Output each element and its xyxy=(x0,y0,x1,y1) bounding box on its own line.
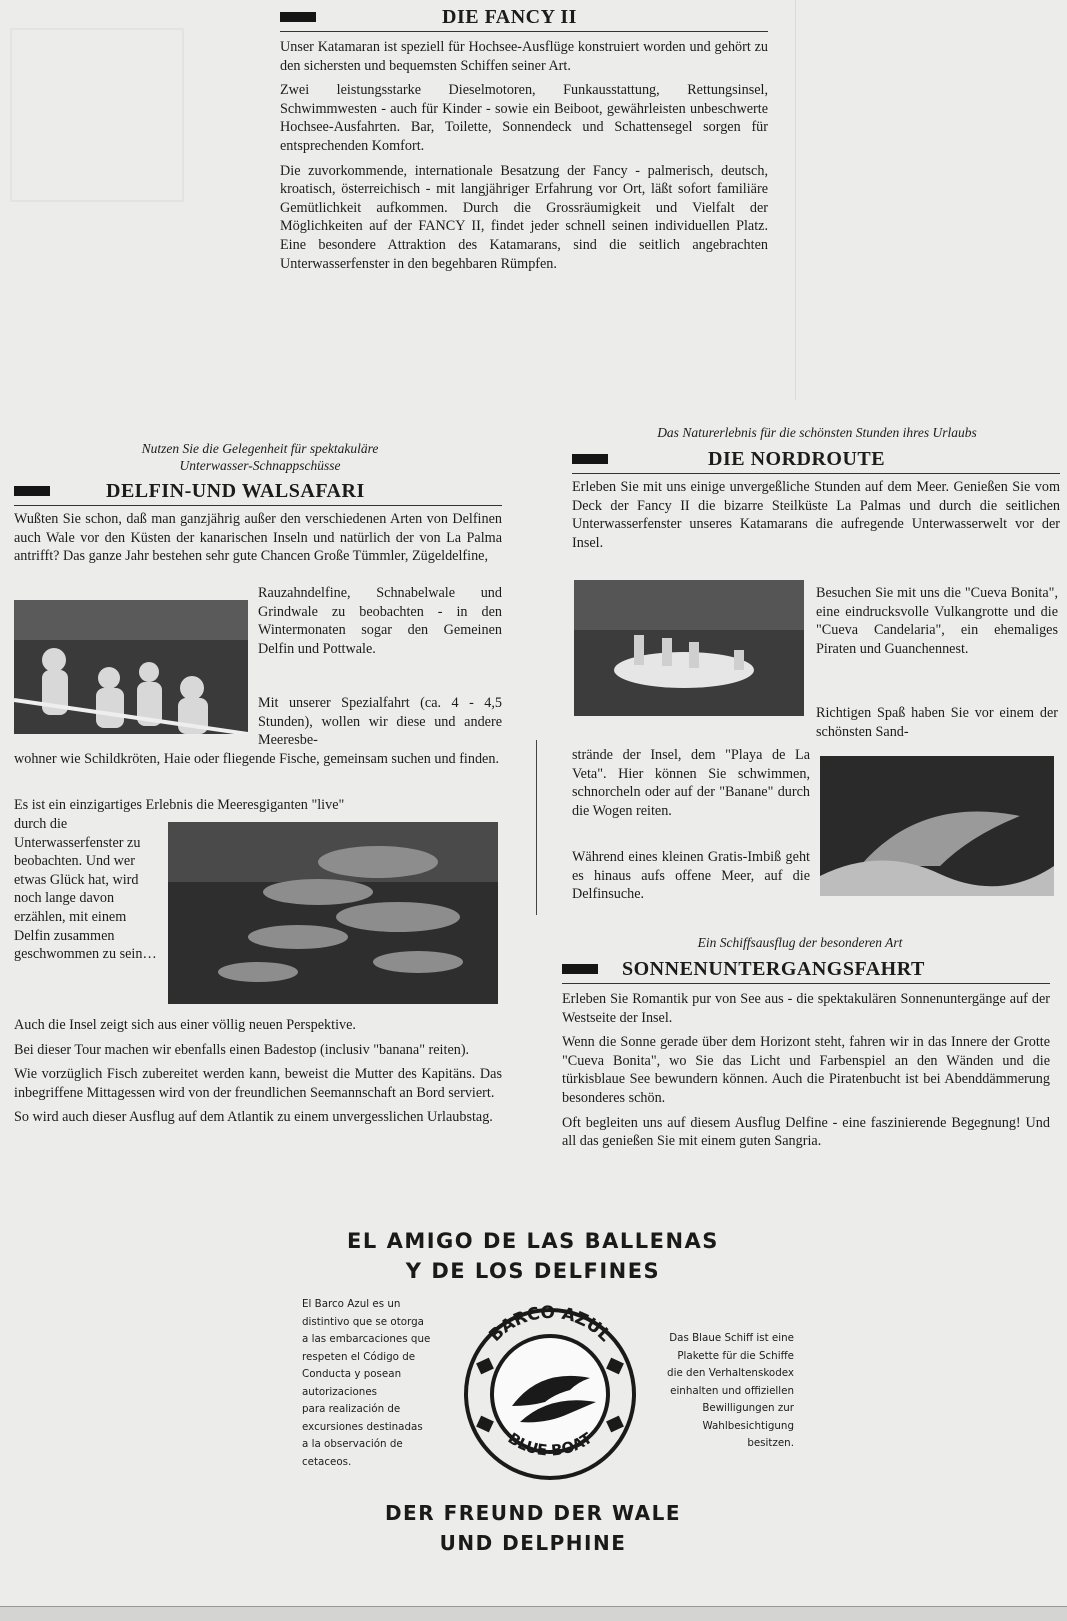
page-bottom-edge xyxy=(0,1606,1067,1621)
delfin-paragraph-3a: Es ist ein einzigartiges Erlebnis die Meeresgiganten "live" xyxy=(14,797,345,813)
heading-bar xyxy=(280,12,316,22)
people-on-boat-image xyxy=(14,600,248,734)
heading-bar xyxy=(562,964,598,974)
badge-text-german: Das Blaue Schiff ist eine Plakette für die Schiffe die den Verhaltenskodex einhalten und offiziellen Bewilligungen zur Wahlbesichtigung besitzen. xyxy=(667,1332,794,1449)
delfin-paragraph-1b: Rauzahndelfine, Schnabelwale und Grindwale zu beobachten - in den Wintermonaten sogar den Gemeinen Delfin und Pottwale. xyxy=(258,585,502,657)
badge-heading xyxy=(233,1226,833,1286)
sunset-text xyxy=(562,990,1050,1157)
fancy-paragraph-2: Zwei leistungsstarke Dieselmotoren, Funkausstattung, Rettungsinsel, Schwimmwesten - auch für Kinder - sowie ein Beiboot, gewährleisten unbeschwerte Hochsee-Ausfahrten. Bar, Toilette, Sonnendeck und Schattensegel sorgen für entsprechenden Komfort. xyxy=(280,82,768,154)
banana-ride-image xyxy=(574,580,804,716)
fancy-heading xyxy=(280,6,768,32)
fancy-paragraph-3: Die zuvorkommende, internationale Besatzung der Fancy - palmerisch, deutsch, kroatisch, österreichisch - mit langjähriger Erfahrung vor Ort, läßt sofort familiäre Gemütlichkeit aufkommen. Durch die Grossräumigkeit und Vielfalt der Möglichkeiten auf der FANCY II, findet jeder schnell seinen individuellen Platz. Eine besondere Attraktion des Katamarans, sind die seitlich angebrachten Unterwasserfenster in den begehbaren Rümpfen. xyxy=(280,162,768,272)
badge-text-spanish: El Barco Azul es un distintivo que se otorga a las embarcaciones que respeten el Código de Conducta y posean autorizaciones para realización de excursiones destinadas a la observación de cetaceos. xyxy=(302,1298,431,1468)
nord-paragraph-1: Erleben Sie mit uns einige unvergeßliche Stunden auf dem Meer. Genießen Sie vom Deck der Fancy II die bizarre Steilküste La Palmas und durch die seitlichen Unterwasserfenster unseres Katamarans die aufregende Unterwasserwelt vor der Insel. xyxy=(572,479,1060,551)
nord-paragraph-3: Richtigen Spaß haben Sie vor einem der schönsten Sand- xyxy=(816,705,1058,740)
delfin-paragraph-4: Auch die Insel zeigt sich aus einer völlig neuen Perspektive. xyxy=(14,1017,356,1033)
dolphin-splash-image xyxy=(820,756,1054,896)
dolphin-watchers-photo xyxy=(14,600,248,734)
nord-paragraph-4: Während eines kleinen Gratis-Imbiß geht es hinaus aufs offene Meer, auf die Delfinsuche. xyxy=(572,849,810,903)
logo-ring-top-text: BARCO AZUL xyxy=(485,1302,615,1346)
badge-footer-line-2: UND DELPHINE xyxy=(439,1531,627,1555)
delfin-paragraph-3b: durch die Unterwasserfenster zu beobachten. Und wer etwas Glück hat, wird noch lange davon erzählen, mit einem Delfin zusammen geschwommen zu sein… xyxy=(14,816,157,963)
sunset-title: SONNENUNTERGANGSFAHRT xyxy=(622,958,925,980)
delfin-text-bottom xyxy=(14,1016,502,1133)
badge-title-line-2: Y DE LOS DELFINES xyxy=(405,1259,661,1283)
fancy-text xyxy=(280,38,768,279)
sunset-paragraph-3: Oft begleiten uns auf diesem Ausflug Delfine - eine faszinierende Begegnung! Und all das genießen Sie mit einem guten Sangria. xyxy=(562,1114,1050,1150)
sunset-kicker: Ein Schiffsausflug der besonderen Art xyxy=(697,935,903,950)
banana-boat-photo xyxy=(574,580,804,716)
delfin-paragraph-1: Wußten Sie schon, daß man ganzjährig außer den verschiedenen Arten von Delfinen auch Wale vor den Küsten der kanarischen Inseln und natürlich der von La Palma antrifft? Das ganze Jahr bestehen sehr gute Chancen Große Tümmler, Zügeldelfine, xyxy=(14,511,502,565)
nord-heading xyxy=(572,448,1060,474)
delfin-title: DELFIN-UND WALSAFARI xyxy=(106,480,365,502)
dolphin-pod-photo xyxy=(168,822,498,1004)
nord-paragraph-3b: strände der Insel, dem "Playa de La Veta". Hier können Sie schwimmen, schnorcheln oder auf der "Banane" durch die Wogen reiten. xyxy=(572,747,810,819)
underwater-dolphins-image xyxy=(168,822,498,1004)
heading-bar xyxy=(572,454,608,464)
logo-ring-bottom-text: BLUE BOAT xyxy=(504,1429,596,1460)
sunset-heading xyxy=(562,958,1050,984)
badge-title-line-1: EL AMIGO DE LAS BALLENAS xyxy=(347,1229,719,1253)
badge-footer xyxy=(233,1498,833,1558)
bleed-through-rule xyxy=(795,0,796,400)
delfin-paragraph-5: Bei dieser Tour machen wir ebenfalls einen Badestop (inclusiv "banana" reiten). xyxy=(14,1041,470,1058)
delfin-paragraph-2a: Mit unserer Spezialfahrt (ca. 4 - 4,5 Stunden), wollen wir diese und andere Meeresbe- xyxy=(258,695,502,749)
delfin-heading xyxy=(14,480,502,506)
jumping-dolphin-photo xyxy=(820,756,1054,896)
badge-footer-line-1: DER FREUND DER WALE xyxy=(384,1501,682,1525)
nord-kicker: Das Naturerlebnis für die schönsten Stunden ihres Urlaubs xyxy=(657,425,977,440)
sunset-paragraph-1: Erleben Sie Romantik pur von See aus - die spektakulären Sonnenuntergänge auf der Westseite der Insel. xyxy=(562,991,1050,1026)
sunset-paragraph-2: Wenn die Sonne gerade über dem Horizont steht, fahren wir in das Innere der Grotte "Cueva Bonita", wo Sie das Licht und Farbenspiel an den Wänden und die türkisblaue See bewundern können. Auch die Piratenbucht ist bei Abenddämmerung besonderes schön. xyxy=(562,1034,1050,1106)
delfin-paragraph-2b: wohner wie Schildkröten, Haie oder fliegende Fische, gemeinsam suchen und finden. xyxy=(14,751,499,767)
barco-azul-logo-icon xyxy=(450,1290,650,1490)
column-divider xyxy=(536,740,537,915)
fancy-title: DIE FANCY II xyxy=(442,6,577,28)
heading-bar xyxy=(14,486,50,496)
delfin-kicker: Nutzen Sie die Gelegenheit für spektakuläre Unterwasser-Schnappschüsse xyxy=(141,441,379,473)
delfin-paragraph-6: Wie vorzüglich Fisch zubereitet werden kann, beweist die Mutter des Kapitäns. Das inbegriffene Mittagessen wird von der freundlichen Seemannschaft an Bord serviert. xyxy=(14,1066,502,1101)
delfin-paragraph-7: So wird auch dieser Ausflug auf dem Atlantik zu einem unvergesslichen Urlaubstag. xyxy=(14,1109,493,1126)
nord-title: DIE NORDROUTE xyxy=(708,448,886,470)
bleed-through-frame xyxy=(10,28,184,202)
nord-paragraph-2: Besuchen Sie mit uns die "Cueva Bonita", eine eindrucksvolle Vulkangrotte und die "Cueva Candelaria", ein ehemaliges Piraten und Guanchennest. xyxy=(816,585,1058,657)
fancy-paragraph-1: Unser Katamaran ist speziell für Hochsee-Ausflüge konstruiert worden und gehört zu den sichersten und bequemsten Schiffen seiner Art. xyxy=(280,39,768,74)
